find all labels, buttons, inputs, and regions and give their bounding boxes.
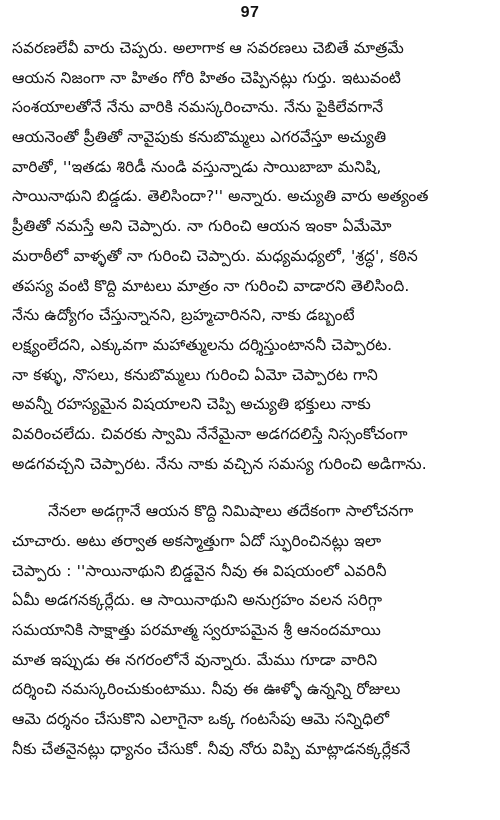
text-line: సవరణలేవీ వారు చెప్పరు. అలాగాక ఆ సవరణలు చెబితే మాత్రమే: [12, 39, 404, 57]
text-line: నీకు చేతనైనట్లు ధ్యానం చేసుకో. నీవు నోరు విప్పి మాట్లాడనక్కర్లేకనే: [12, 739, 411, 758]
text-line: అవన్నీ రహస్యమైన విషయాలని చెప్పి అచ్యుతి భక్తులు నాకు: [12, 395, 371, 414]
text-line: నేనలా అడగ్గానే ఆయన కొద్ది నిమిషాలు తదేకంగా సాలోచనగా: [48, 502, 414, 521]
text-line: ప్రీతితో నమస్తే అని చెప్పారు. నా గురించి ఆయన ఇంకా ఏమేమో: [12, 217, 392, 236]
page-number: 97: [240, 4, 260, 21]
text-line: లక్ష్యంలేదని, ఎక్కువగా మహాత్ములను దర్శిస్తుంటాననీ చెప్పారట.: [12, 335, 393, 354]
paragraph-2: [12, 497, 490, 764]
text-line: అడగవచ్చని చెప్పారట. నేను నాకు వచ్చిన సమస్య గురించి అడిగాను.: [12, 454, 427, 473]
text-line: తపస్య వంటి కొద్ది మాటలు మాత్రం నా గురించి వాడారని తెలిసింది.: [12, 276, 410, 295]
text-line: వివరించలేదు. చివరకు స్వామి నేనేమైనా అడగదలిస్తే నిస్సంకోచంగా: [12, 424, 408, 443]
text-line: మరాఠీలో వాళ్ళతో నా గురించి చెప్పారు. మధ్యమధ్యలో, 'శ్రద్ధ', కఠిన: [12, 246, 418, 265]
text-line: దర్శించి నమస్కరించుకుంటాము. నీవు ఈ ఊళ్ళో ఉన్నన్ని రోజులు: [12, 680, 401, 699]
text-line: ఏమీ అడగనక్కర్లేదు. ఆ సాయినాథుని అనుగ్రహం వలన సరిగ్గా: [12, 591, 383, 610]
text-line: సాయినాథుని బిడ్డడు. తెలిసిందా?'' అన్నారు. అచ్యుతి వారు అత్యంత: [12, 187, 429, 206]
text-line: చెప్పారు : ''సాయినాథుని బిడ్డవైన నీవు ఈ విషయంలో ఎవరినీ: [12, 561, 387, 580]
text-line: సమయానికి సాక్షాత్తు పరమాత్మ స్వరూపమైన శ్రీ ఆనందమాయి: [12, 621, 381, 640]
text-line: మాత ఇప్పుడు ఈ నగరంలోనే వున్నారు. మేము గూడా వారిని: [12, 650, 378, 669]
text-line: నేను ఉద్యోగం చేస్తున్నానని, బ్రహ్మచారినని, నాకు డబ్బంటే: [12, 306, 355, 325]
text-line: వారితో, ''ఇతడు శిరిడీ నుండి వస్తున్నాడు సాయిబాబా మనిషి,: [12, 157, 382, 176]
text-line: నా కళ్ళు, నొసలు, కనుబొమ్మలు గురించి ఏమో చెప్పారట గాని: [12, 365, 378, 384]
text-line: చూచారు. అటు తర్వాత అకస్మాత్తుగా ఏదో స్ఫురించినట్లు ఇలా: [12, 532, 382, 550]
paragraph-1: [12, 34, 490, 479]
text-line: ఆయన నిజంగా నా హితం గోరి హితం చెప్పినట్లు గుర్తు. ఇటువంటి: [12, 68, 401, 87]
text-line: ఆయనెంతో ప్రీతితో నావైపుకు కనుబొమ్మలు ఎగరవేస్తూ అచ్యుతి: [12, 128, 387, 147]
text-line: ఆమె దర్శనం చేసుకొని ఎలాగైనా ఒక్క గంటసేపు ఆమె సన్నిధిలో: [12, 710, 390, 729]
body-text: [12, 34, 490, 765]
text-line: సంశయాలతోనే నేను వారికి నమస్కరించాను. నేను పైకిలేవగానే: [12, 98, 384, 117]
